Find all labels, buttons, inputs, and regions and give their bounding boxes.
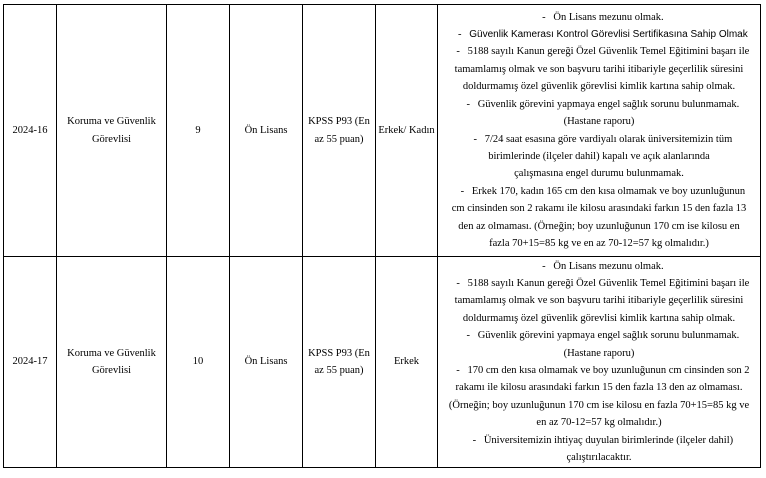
bullet-dash: - [472,434,477,446]
requirement-line [438,414,760,431]
requirement-line [438,200,760,217]
requirement-line [438,183,760,200]
requirement-text: Ön Lisans mezunu olmak. [553,260,664,272]
requirement-text: Ön Lisans mezunu olmak. [553,11,664,23]
requirement-text: doldurmamış özel güvenlik görevlisi kimlik kartına sahip olmak. [462,312,736,324]
bullet-dash: - [466,98,470,110]
requirement-text: rakamı ile kilosu arasındaki farkın 15 den fazla 13 den az olmaması. [455,382,743,394]
requirement-line [438,235,760,252]
bullet-dash: - [542,260,546,272]
requirement-text: doldurmamış özel güvenlik görevlisi kimlik kartına sahip olmak. [462,81,736,93]
bullet-dash: - [460,185,465,197]
requirement-line [438,26,760,43]
requirement-line [438,61,760,78]
requirement-text: birimlerinde (ilçeler dahil) kapalı ve açık alanlarında [488,150,710,162]
requirement-line [438,362,760,379]
requirement-line [438,218,760,235]
kpss-requirement: KPSS P93 (En az 55 puan) [303,257,376,468]
position-title: Koruma ve Güvenlik Görevlisi [57,5,167,257]
requirement-text: 170 cm den kısa olmamak ve boy uzunluğunun cm cinsinden son 2 [467,365,750,376]
bullet-dash: - [456,365,460,376]
bullet-dash: - [458,29,462,41]
bullet-dash: - [456,46,460,58]
requirement-line [438,9,760,26]
requirement-text: (Hastane raporu) [563,347,635,359]
requirement-text: en az 70-12=57 kg olmalıdır.) [536,417,662,429]
requirement-line [438,449,760,466]
requirement-text: fazla 70+15=85 kg ve en az 70-12=57 kg olmalıdır.) [489,237,709,249]
gender-requirement: Erkek/ Kadın [376,5,438,257]
requirement-text: Erkek 170, kadın 165 cm den kısa olmamak ve boy uzunluğunun [471,185,746,197]
table-row [4,5,761,257]
table-row [4,257,761,468]
education-level: Ön Lisans [230,5,303,257]
job-requirements-table [3,4,761,468]
requirement-text: 5188 sayılı Kanun gereği Özel Güvenlik Temel Eğitimini başarı ile [467,46,750,58]
requirement-text: Güvenlik Kamerası Kontrol Görevlisi Sertifikasına Sahip Olmak [469,29,748,41]
requirement-line [438,78,760,95]
requirement-line [438,397,760,414]
education-level: Ön Lisans [230,257,303,468]
requirement-text: tamamlamış olmak ve son başvuru tarihi itibariyle geçerlilik süresini [454,295,744,307]
requirement-line [438,310,760,327]
requirement-line [438,131,760,148]
requirement-line [438,258,760,275]
requirements-cell [438,257,761,468]
position-count: 9 [167,5,230,257]
position-code: 2024-16 [4,5,57,257]
requirements-cell [438,5,761,257]
bullet-dash: - [466,330,470,342]
gender-requirement: Erkek [376,257,438,468]
requirement-line [438,292,760,309]
requirement-line [438,432,760,449]
requirement-line [438,43,760,60]
requirement-text: tamamlamış olmak ve son başvuru tarihi itibariyle geçerlilik süresini [454,63,744,75]
requirement-line [438,379,760,396]
requirement-line [438,327,760,344]
requirement-text: çalıştırılacaktır. [566,452,632,464]
requirement-text: çalışmasına engel durumu bulunmamak. [514,168,684,180]
requirement-line [438,165,760,182]
bullet-dash: - [542,11,546,23]
requirement-line [438,275,760,292]
requirement-text: 7/24 saat esasına göre vardiyalı olarak üniversitemizin tüm [484,133,733,145]
requirement-text: cm cinsinden son 2 rakamı ile kilosu arasındaki farkın 15 den fazla 13 [451,203,747,215]
requirement-line [438,113,760,130]
requirement-text: (Hastane raporu) [563,116,635,128]
position-title: Koruma ve Güvenlik Görevlisi [57,257,167,468]
requirement-line [438,148,760,165]
requirement-text: 5188 sayılı Kanun gereği Özel Güvenlik Temel Eğitimini başarı ile [467,277,750,289]
requirement-text: (Örneğin; boy uzunluğunun 170 cm ise kilosu en fazla 70+15=85 kg ve [448,399,750,411]
bullet-dash: - [473,133,477,145]
kpss-requirement: KPSS P93 (En az 55 puan) [303,5,376,257]
requirement-text: Güvenlik görevini yapmaya engel sağlık sorunu bulunmamak. [477,330,740,342]
requirement-line [438,345,760,362]
requirement-text: Üniversitemizin ihtiyaç duyulan birimlerinde (ilçeler dahil) [483,434,734,446]
requirement-text: den az olmaması. (Örneğin; boy uzunluğunun 170 cm ise kilosu en [458,220,740,232]
position-count: 10 [167,257,230,468]
requirement-text: Güvenlik görevini yapmaya engel sağlık sorunu bulunmamak. [477,98,740,110]
requirement-line [438,96,760,113]
bullet-dash: - [456,277,460,289]
position-code: 2024-17 [4,257,57,468]
